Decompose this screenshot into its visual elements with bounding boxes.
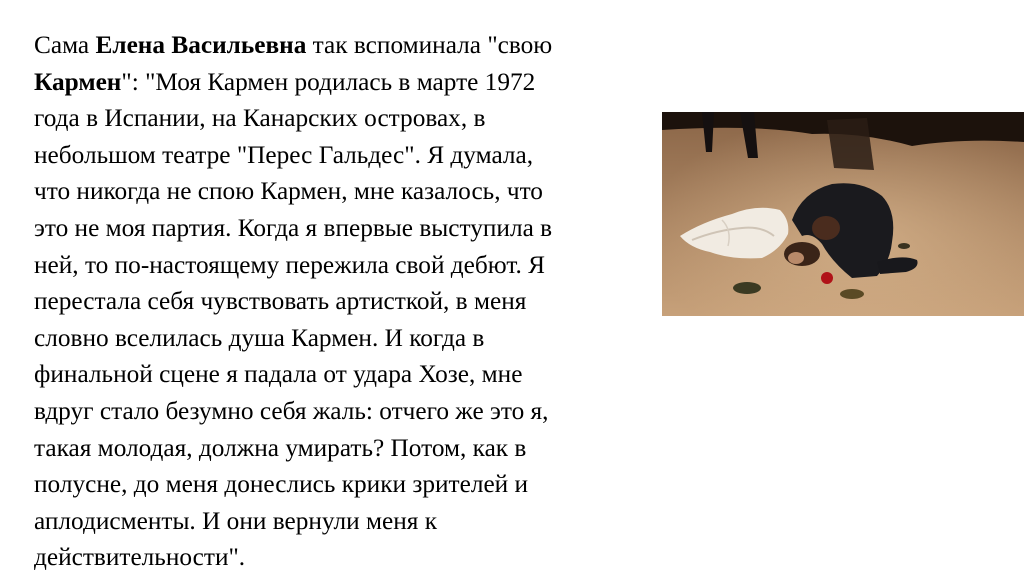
quote-text: перестала себя чувствовать артисткой, в меня (34, 287, 527, 316)
quote-line (34, 100, 659, 137)
quote-text: так вспоминала "свою (306, 31, 553, 59)
quote-line (34, 283, 659, 320)
quote-text: вдруг стало безумно себя жаль: отчего же это я, (34, 396, 549, 425)
quote-text: Сама (34, 31, 96, 59)
quote-text: словно вселилась душа Кармен. И когда в (34, 323, 485, 352)
quote-line (34, 356, 659, 393)
quote-line (34, 503, 659, 540)
quote-text: ней, то по-настоящему пережила свой дебют. Я (34, 250, 546, 279)
bold-name-text: Елена Васильевна (95, 31, 307, 59)
quote-text: такая молодая, должна умирать? Потом, как в (34, 433, 527, 462)
quote-line (34, 173, 659, 210)
quote-text: действительности". (34, 543, 246, 572)
flowers-right (840, 289, 864, 299)
stage-photo (662, 112, 1024, 316)
stage-photo-icon (662, 112, 1024, 316)
quote-line (34, 393, 659, 430)
quote-text: года в Испании, на Канарских островах, в (34, 104, 486, 133)
quote-line (34, 539, 659, 576)
quote-text: что никогда не спою Кармен, мне казалось, что (34, 177, 543, 206)
quote-text: ": "Моя Кармен родилась в марте 1972 (121, 67, 536, 96)
quote-line (34, 247, 659, 284)
bold-name-text: Кармен (34, 67, 122, 96)
quote-line (34, 137, 659, 174)
quote-text: небольшом театре "Перес Гальдес". Я думала, (34, 140, 534, 169)
quote-paragraph (34, 27, 659, 576)
quote-line (34, 466, 659, 503)
flowers-left (733, 282, 761, 294)
quote-line (34, 320, 659, 357)
quote-line (34, 64, 659, 101)
red-flower (821, 272, 833, 284)
quote-text: аплодисменты. И они вернули меня к (34, 506, 437, 535)
quote-text: финальной сцене я падала от удара Хозе, мне (34, 360, 523, 389)
quote-line (34, 430, 659, 467)
woman-head (784, 242, 820, 266)
quote-text: полусне, до меня донеслись крики зрителей и (34, 470, 529, 499)
quote-line (34, 210, 659, 247)
quote-line (34, 27, 659, 64)
quote-text: это не моя партия. Когда я впервые выступила в (34, 213, 553, 242)
